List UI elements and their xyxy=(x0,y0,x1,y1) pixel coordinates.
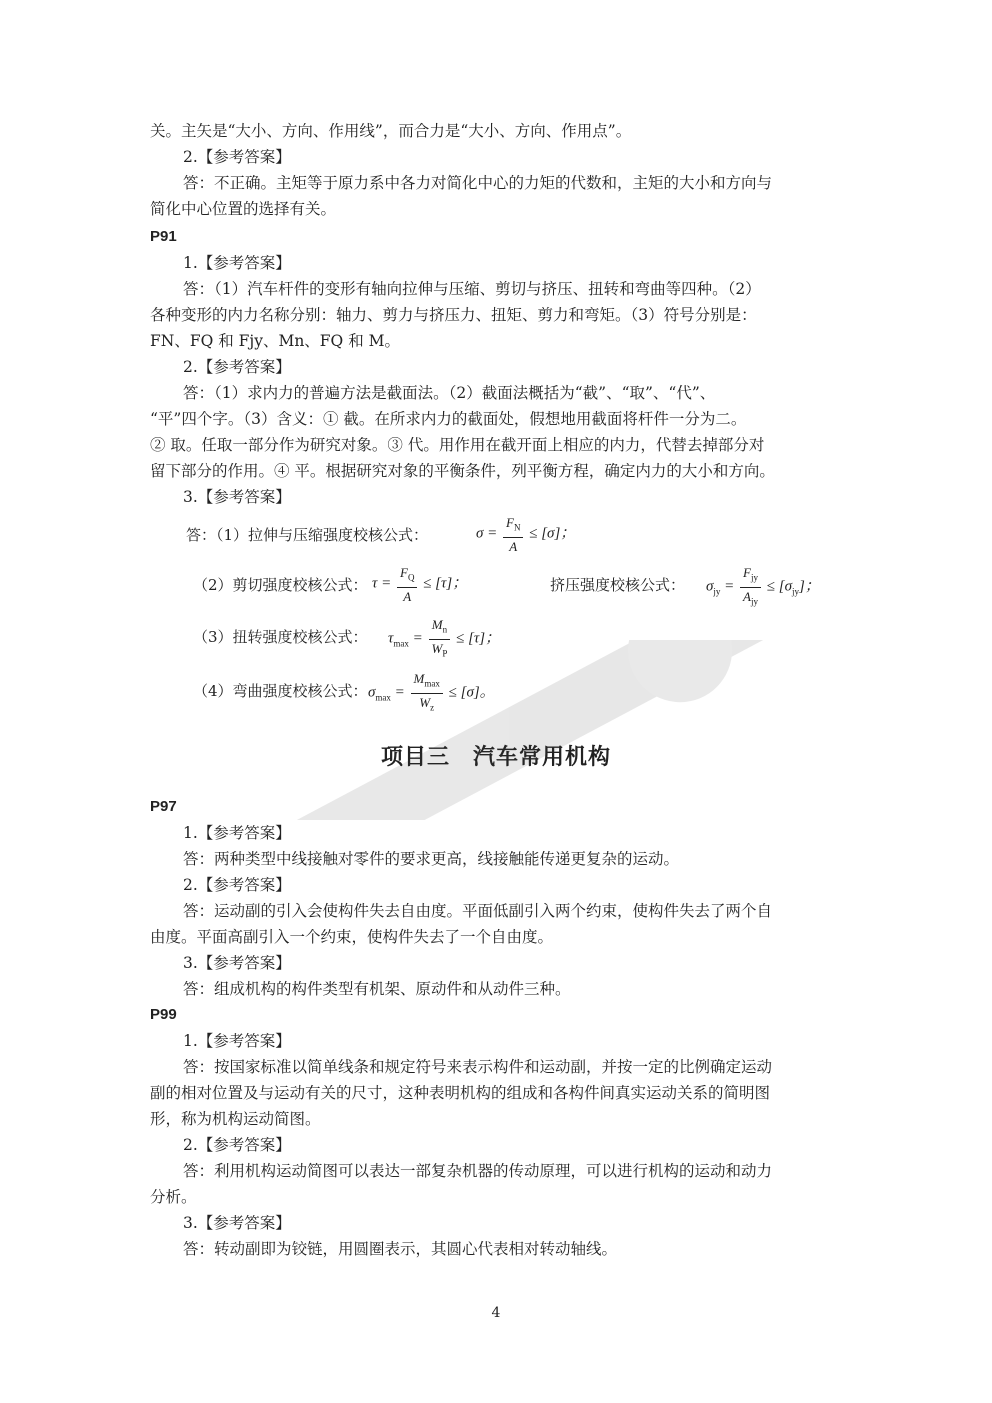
text-line: 由度。平面高副引入一个约束，使构件失去了一个自由度。 xyxy=(150,928,554,946)
text-line: 答：组成机构的构件类型有机架、原动件和从动件三种。 xyxy=(183,980,571,998)
text-line: 答：（1）汽车杆件的变形有轴向拉伸与压缩、剪切与挤压、扭转和弯曲等四种。（2） xyxy=(183,280,761,298)
text-line: 留下部分的作用。④ 平。根据研究对象的平衡条件，列平衡方程，确定内力的大小和方向。 xyxy=(150,462,775,480)
watermark-stamp xyxy=(230,640,830,820)
formula-label-tension: 答：（1）拉伸与压缩强度校核公式： xyxy=(186,526,429,544)
formula-tension: σ = $\frac{F_N}{A}$ ≤ [σ]； xyxy=(476,515,576,554)
section-title: 项目三 汽车常用机构 xyxy=(380,745,611,770)
text-line: 答：运动副的引入会使构件失去自由度。平面低副引入两个约束，使构件失去了两个自 xyxy=(183,902,773,920)
text-line: 答：不正确。主矩等于原力系中各力对简化中心的力矩的代数和，主矩的大小和方向与 xyxy=(183,174,773,192)
text-line: “平”四个字。（3）含义：① 截。在所求内力的截面处，假想地用截面将杆件一分为二。 xyxy=(150,410,747,428)
answer-label: 2.【参考答案】 xyxy=(183,1136,291,1154)
answer-label: 3.【参考答案】 xyxy=(183,1214,291,1232)
text-line: 形，称为机构运动简图。 xyxy=(150,1110,321,1128)
text-line: FN、FQ 和 Fjy、Mn、FQ 和 M。 xyxy=(150,332,400,350)
text-line: 副的相对位置及与运动有关的尺寸，这种表明机构的组成和各构件间真实运动关系的简明图 xyxy=(150,1084,771,1102)
formula-bearing: $\sigma_{jy}$ = $\frac{F_{jy}}{A_{jy}}$ ≤ $[\sigma_{jy}]$； xyxy=(706,565,820,607)
text-line: 答：（1）求内力的普遍方法是截面法。（2）截面法概括为“截”、“取”、“代”、 xyxy=(183,384,716,402)
page-reference: P99 xyxy=(150,1006,177,1023)
answer-label: 3.【参考答案】 xyxy=(183,954,291,972)
formula-label-torsion: （3）扭转强度校核公式： xyxy=(193,628,368,646)
text-line: 分析。 xyxy=(150,1188,197,1206)
answer-label: 1.【参考答案】 xyxy=(183,1032,291,1050)
formula-torsion: $\tau_{max}$ = $\frac{M_n}{W_P}$ ≤ [τ]； xyxy=(388,617,501,659)
text-line: 答：利用机构运动简图可以表达一部复杂机器的传动原理，可以进行机构的运动和动力 xyxy=(183,1162,773,1180)
formula-shear: τ = $\frac{F_Q}{A}$ ≤ [τ]； xyxy=(372,565,468,604)
formula-label-bending: （4）弯曲强度校核公式： xyxy=(193,682,368,700)
text-line: 答：转动副即为铰链，用圆圈表示，其圆心代表相对转动轴线。 xyxy=(183,1240,618,1258)
formula-label-shear: （2）剪切强度校核公式： xyxy=(193,576,368,594)
text-line: ② 取。任取一部分作为研究对象。③ 代。用作用在截开面上相应的内力，代替去掉部分对 xyxy=(150,436,765,454)
answer-label: 2.【参考答案】 xyxy=(183,148,291,166)
answer-label: 2.【参考答案】 xyxy=(183,358,291,376)
answer-label: 1.【参考答案】 xyxy=(183,824,291,842)
formula-label-bearing: 挤压强度校核公式： xyxy=(550,576,686,594)
answer-label: 1.【参考答案】 xyxy=(183,254,291,272)
answer-label: 2.【参考答案】 xyxy=(183,876,291,894)
answer-label: 3.【参考答案】 xyxy=(183,488,291,506)
text-line: 各种变形的内力名称分别：轴力、剪力与挤压力、扭矩、剪力和弯矩。（3）符号分别是： xyxy=(150,306,757,324)
page-number: 4 xyxy=(491,1305,501,1321)
text-line: 答：两种类型中线接触对零件的要求更高，线接触能传递更复杂的运动。 xyxy=(183,850,680,868)
text-line: 答：按国家标准以简单线条和规定符号来表示构件和运动副，并按一定的比例确定运动 xyxy=(183,1058,773,1076)
page-reference: P97 xyxy=(150,798,177,815)
page-reference: P91 xyxy=(150,228,177,245)
text-line: 关。主矢是“大小、方向、作用线”，而合力是“大小、方向、作用点”。 xyxy=(150,122,632,140)
text-line: 简化中心位置的选择有关。 xyxy=(150,200,337,218)
formula-bending: $\sigma_{max}$ = $\frac{M_{max}}{W_z}$ ≤ [σ]。 xyxy=(368,671,495,713)
